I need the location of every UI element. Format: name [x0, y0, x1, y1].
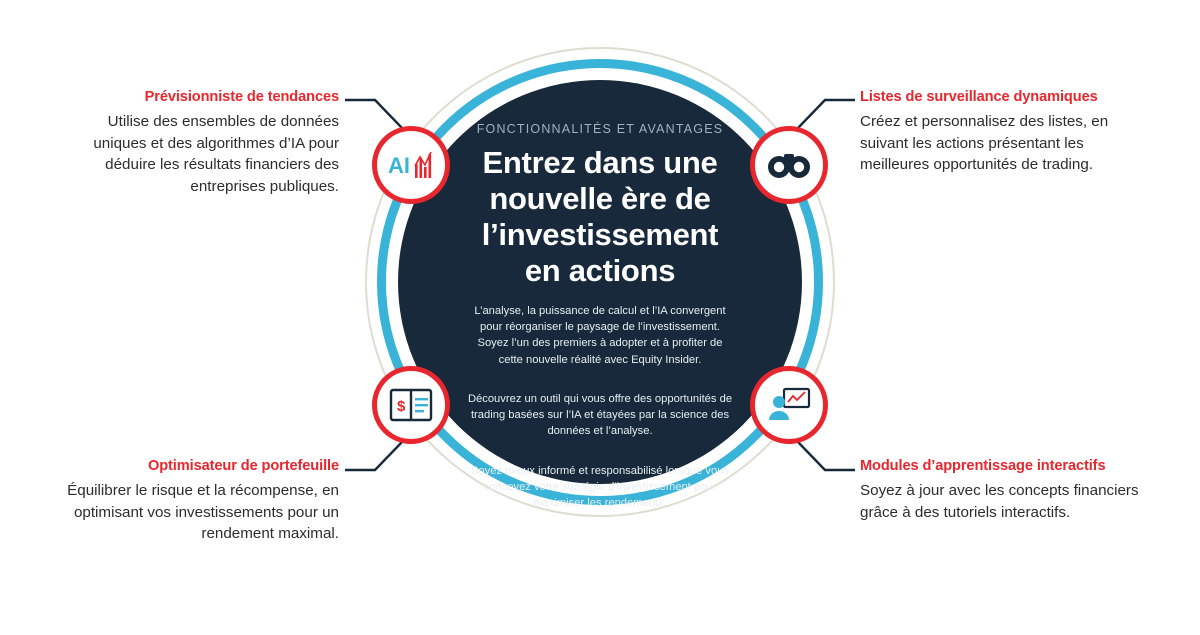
ai-chart-icon: [388, 148, 434, 182]
label-interactive-learning: [860, 458, 1146, 523]
label-portfolio-optimizer: [53, 458, 339, 545]
label-body: Soyez à jour avec les concepts financiers grâce à des tutoriels interactifs.: [860, 482, 1139, 521]
node-interactive-learning[interactable]: [750, 366, 828, 444]
ledger-book-icon: [389, 387, 433, 423]
core-title: Entrez dans une nouvelle ère de l’investissement en actions: [481, 145, 719, 288]
core-content: [398, 80, 802, 510]
node-portfolio-optimizer[interactable]: [372, 366, 450, 444]
label-title: Listes de surveillance dynamiques: [860, 89, 1098, 105]
node-dynamic-watchlists[interactable]: [750, 126, 828, 204]
core-paragraph-2: Découvrez un outil qui vous offre des opportunités de trading basées sur l’IA et étayées par la science des données et l’analyse.: [467, 392, 733, 438]
label-body: Équilibrer le risque et la récompense, en optimisant vos investissements pour un rendement maximal.: [67, 482, 339, 543]
core-eyebrow: FONCTIONNALITÉS ET AVANTAGES: [476, 122, 724, 136]
label-body: Créez et personnalisez des listes, en suivant les actions présentant les meilleures opportunités de trading.: [860, 113, 1109, 174]
label-title: Modules d’apprentissage interactifs: [860, 458, 1106, 474]
svg-text:$: $: [397, 398, 406, 415]
label-dynamic-watchlists: [860, 89, 1146, 176]
person-presentation-icon: [767, 387, 811, 423]
core-paragraph-3: Soyez mieux informé et responsabilisé lorsque vous concevez votre stratégie d’investissement pour maximiser les rendements.: [470, 464, 730, 510]
label-body: Utilise des ensembles de données uniques et des algorithmes d’IA pour déduire les résultats financiers des entreprises publiques.: [93, 113, 339, 195]
label-title: Prévisionniste de tendances: [144, 89, 339, 105]
binoculars-icon: [766, 150, 812, 180]
label-trend-forecaster: [53, 89, 339, 197]
svg-text:AI: AI: [388, 153, 410, 178]
node-trend-forecaster[interactable]: [372, 126, 450, 204]
label-title: Optimisateur de portefeuille: [147, 458, 339, 474]
core-paragraph-1: L’analyse, la puissance de calcul et l’IA convergent pour réorganiser le paysage de l’investissement. Soyez l’un des premiers à adopter et à profiter de cette nouvelle réalité avec Equity Insider.: [474, 304, 726, 366]
